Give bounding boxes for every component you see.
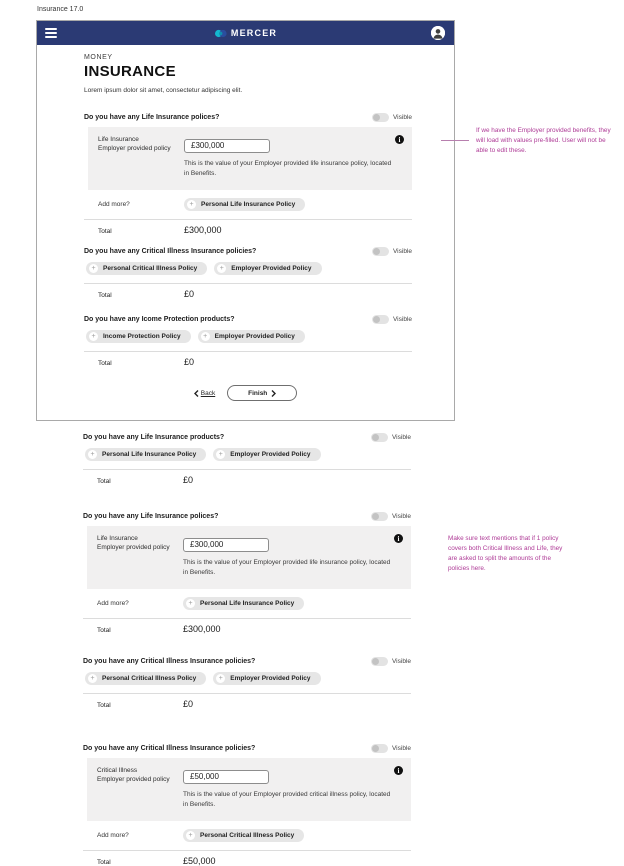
info-icon[interactable]: i xyxy=(394,766,403,775)
plus-icon: + xyxy=(186,831,195,840)
divider xyxy=(83,618,411,619)
info-icon[interactable]: i xyxy=(394,534,403,543)
section-life-insurance xyxy=(84,113,412,235)
section-question: Do you have any Life Insurance products? xyxy=(83,434,225,441)
design-annotation: Make sure text mentions that if 1 policy covers both Critical Illness and Life, they are asked to split the amounts of the policies here. xyxy=(448,535,563,572)
divider xyxy=(83,469,411,470)
divider xyxy=(84,283,412,284)
visible-toggle-label: Visible xyxy=(391,513,411,520)
page-title: INSURANCE xyxy=(84,63,176,80)
policy-value-field[interactable] xyxy=(183,538,269,552)
hamburger-menu-icon[interactable] xyxy=(45,28,57,38)
plus-icon: + xyxy=(89,332,98,341)
visible-toggle[interactable] xyxy=(372,113,389,122)
back-button[interactable]: Back xyxy=(194,390,215,397)
visible-toggle[interactable] xyxy=(371,433,388,442)
total-label: Total xyxy=(97,702,111,709)
policy-name-label: Critical Illness Employer provided policy xyxy=(97,767,170,784)
add-personal-critical-illness-button[interactable]: + Personal Critical Illness Policy xyxy=(183,829,304,842)
section-eyebrow: MONEY xyxy=(84,54,113,61)
info-icon[interactable]: i xyxy=(395,135,404,144)
wizard-nav xyxy=(37,385,454,401)
section-question: Do you have any Critical Illness Insurance policies? xyxy=(83,745,256,752)
policy-description: This is the value of your Employer provided life insurance policy, located in Benefits. xyxy=(184,159,392,178)
total-value: £0 xyxy=(184,289,195,299)
total-value: £0 xyxy=(183,699,194,709)
page-description: Lorem ipsum dolor sit amet, consectetur adipiscing elit. xyxy=(84,87,243,94)
add-employer-provided-button[interactable]: + Employer Provided Policy xyxy=(214,262,321,275)
policy-value-field[interactable] xyxy=(183,770,269,784)
app-header xyxy=(37,21,454,45)
employer-policy-card xyxy=(87,526,411,589)
plus-icon: + xyxy=(186,599,195,608)
add-personal-critical-illness-button[interactable]: + Personal Critical Illness Policy xyxy=(86,262,207,275)
policy-name-label: Life Insurance Employer provided policy xyxy=(97,535,170,552)
divider xyxy=(83,850,411,851)
total-label: Total xyxy=(97,858,111,866)
add-more-label: Add more? xyxy=(97,599,129,607)
user-avatar-icon[interactable] xyxy=(431,26,445,40)
visible-toggle[interactable] xyxy=(371,512,388,521)
section-income-protection xyxy=(84,315,412,367)
total-label: Total xyxy=(98,292,112,299)
add-personal-life-policy-button[interactable]: + Personal Life Insurance Policy xyxy=(184,198,305,211)
plus-icon: + xyxy=(88,450,97,459)
total-value: £50,000 xyxy=(183,855,216,866)
visible-toggle-label: Visible xyxy=(391,434,411,441)
plus-icon: + xyxy=(217,264,226,273)
plus-icon: + xyxy=(201,332,210,341)
add-more-label: Add more? xyxy=(98,200,130,208)
finish-button[interactable]: Finish xyxy=(227,385,297,401)
section-question: Do you have any Critical Illness Insurance policies? xyxy=(83,658,256,665)
chevron-left-icon xyxy=(194,390,199,397)
employer-policy-card xyxy=(88,127,412,190)
total-value: £0 xyxy=(184,357,195,367)
visible-toggle-label: Visible xyxy=(392,248,412,255)
total-value: £300,000 xyxy=(184,224,222,235)
section-life-insurance-prefilled xyxy=(83,512,411,634)
total-label: Total xyxy=(98,360,112,367)
section-question: Do you have any Life Insurance polices? xyxy=(83,513,219,520)
total-label: Total xyxy=(98,227,112,235)
add-income-protection-button[interactable]: + Income Protection Policy xyxy=(86,330,191,343)
visible-toggle[interactable] xyxy=(371,657,388,666)
visible-toggle[interactable] xyxy=(371,744,388,753)
section-critical-illness-prefilled xyxy=(83,744,411,866)
add-employer-provided-button[interactable]: + Employer Provided Policy xyxy=(213,448,320,461)
visible-toggle-label: Visible xyxy=(392,316,412,323)
visible-toggle-label: Visible xyxy=(391,745,411,752)
visible-toggle-label: Visible xyxy=(391,658,411,665)
brand-name: MERCER xyxy=(230,28,278,38)
section-critical-illness-variant xyxy=(83,657,411,709)
add-personal-critical-illness-button[interactable]: + Personal Critical Illness Policy xyxy=(85,672,206,685)
divider xyxy=(84,219,412,220)
visible-toggle-label: Visible xyxy=(392,114,412,121)
app-frame xyxy=(36,20,455,421)
policy-description: This is the value of your Employer provided life insurance policy, located in Benefits. xyxy=(183,558,391,577)
visible-toggle[interactable] xyxy=(372,247,389,256)
artboard-label: Insurance 17.0 xyxy=(37,6,84,13)
add-more-label: Add more? xyxy=(97,831,129,839)
policy-value-field[interactable] xyxy=(184,139,270,153)
plus-icon: + xyxy=(88,674,97,683)
divider xyxy=(83,693,411,694)
total-value: £0 xyxy=(183,475,194,485)
policy-name-label: Life Insurance Employer provided policy xyxy=(98,136,171,153)
employer-policy-card xyxy=(87,758,411,821)
add-personal-life-policy-button[interactable]: + Personal Life Insurance Policy xyxy=(183,597,304,610)
page-intro xyxy=(84,54,414,94)
plus-icon: + xyxy=(187,200,196,209)
mercer-logomark-icon xyxy=(214,29,227,38)
total-label: Total xyxy=(97,478,111,485)
add-employer-provided-button[interactable]: + Employer Provided Policy xyxy=(198,330,305,343)
add-employer-provided-button[interactable]: + Employer Provided Policy xyxy=(213,672,320,685)
total-label: Total xyxy=(97,626,111,634)
plus-icon: + xyxy=(89,264,98,273)
brand-logo xyxy=(214,21,277,45)
total-value: £300,000 xyxy=(183,623,221,634)
design-annotation: If we have the Employer provided benefits, they will load with values pre-filled. User will not be able to edit these. xyxy=(476,127,611,154)
section-question: Do you have any Life Insurance polices? xyxy=(84,114,220,121)
section-life-insurance-variant xyxy=(83,433,411,485)
chevron-right-icon xyxy=(271,390,276,397)
annotation-pointer-line xyxy=(441,140,469,141)
section-critical-illness xyxy=(84,247,412,299)
policy-description: This is the value of your Employer provided critical illness policy, located in Benefits. xyxy=(183,790,391,809)
add-personal-life-policy-button[interactable]: + Personal Life Insurance Policy xyxy=(85,448,206,461)
visible-toggle[interactable] xyxy=(372,315,389,324)
section-question: Do you have any Critical Illness Insurance policies? xyxy=(84,248,257,255)
section-question: Do you have any Icome Protection products? xyxy=(84,316,235,323)
plus-icon: + xyxy=(216,674,225,683)
plus-icon: + xyxy=(216,450,225,459)
divider xyxy=(84,351,412,352)
